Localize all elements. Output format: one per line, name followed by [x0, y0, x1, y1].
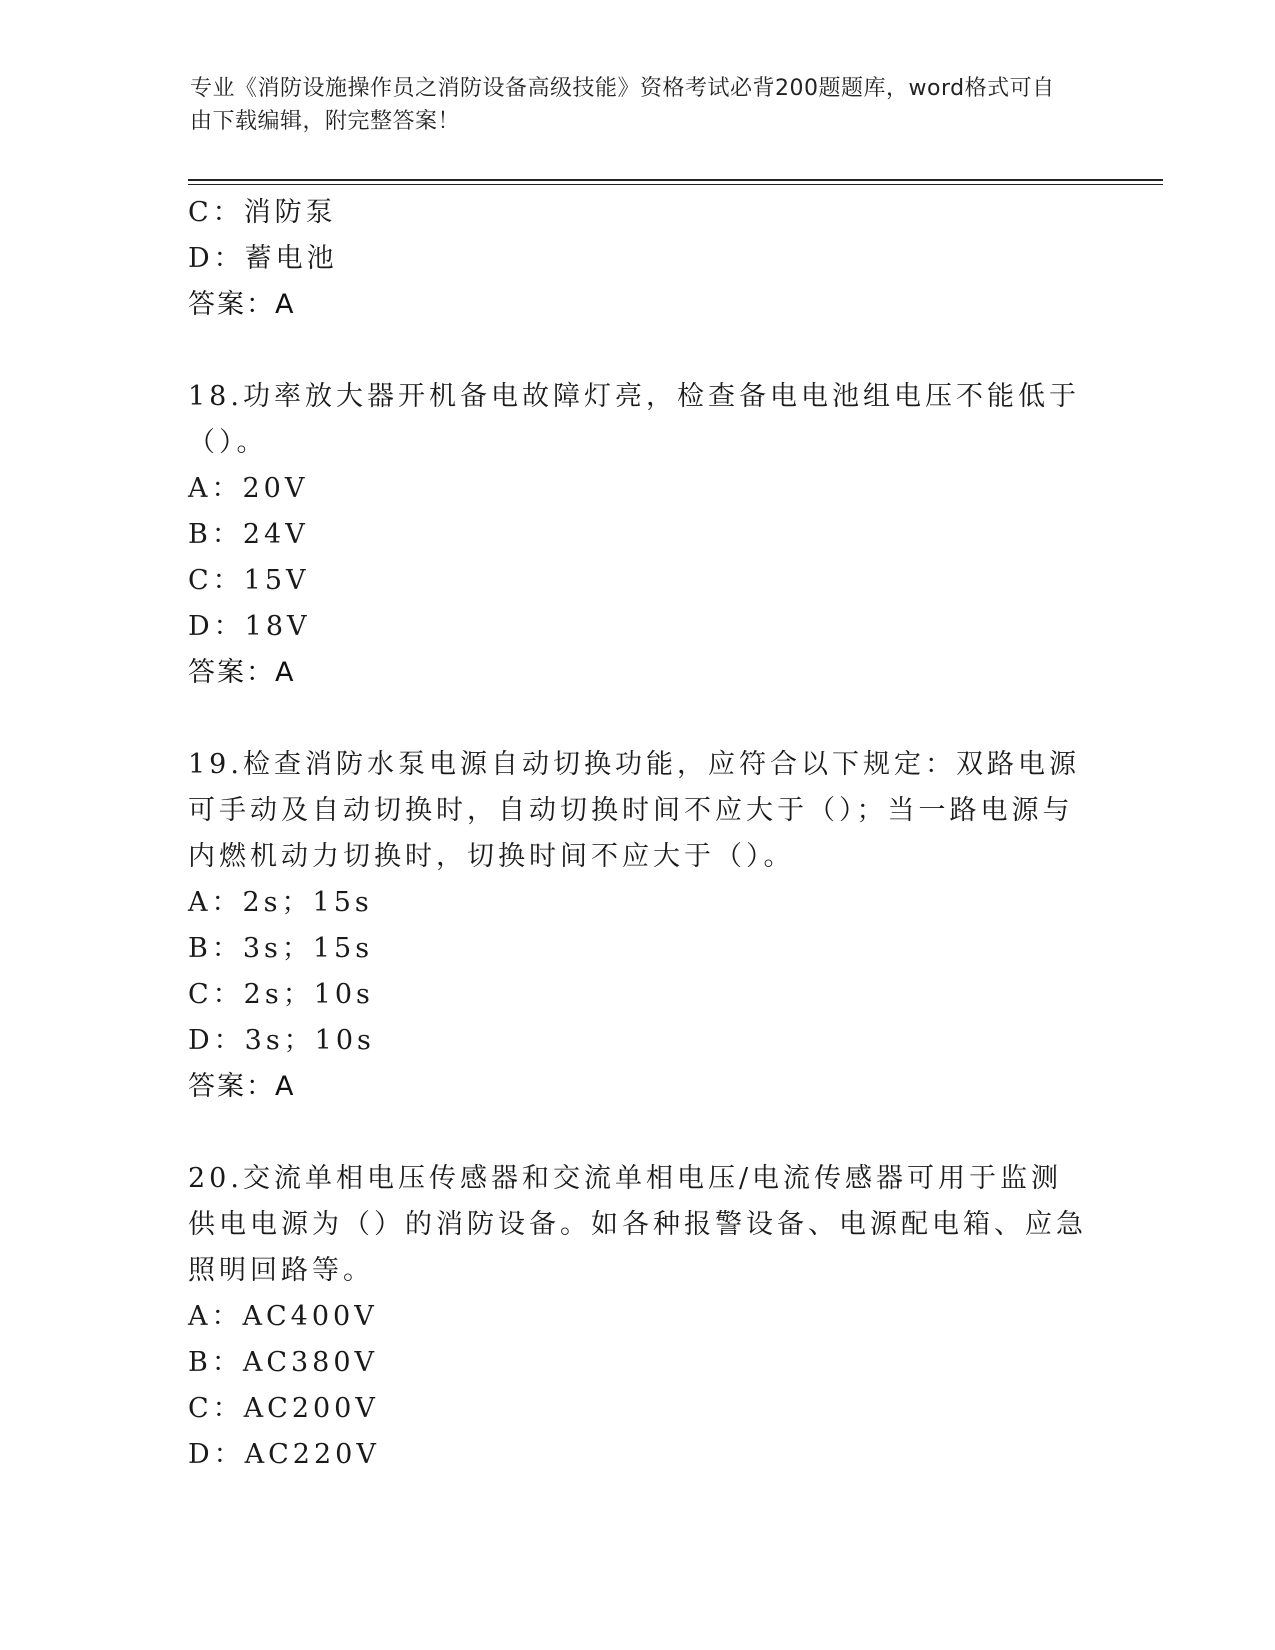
question-17-tail — [188, 190, 1088, 328]
option-d: D：蓄电池 — [188, 243, 338, 274]
option-c: C：消防泵 — [188, 197, 337, 228]
header-divider-thin — [188, 184, 1163, 185]
question-list — [188, 190, 1088, 1478]
option-d: D：18V — [188, 611, 311, 642]
option-c: C：2s；10s — [188, 979, 374, 1010]
option-a: A：20V — [188, 473, 309, 504]
header-divider-thick — [188, 179, 1163, 181]
answer-line: 答案：A — [188, 289, 296, 320]
option-d: D：3s；10s — [188, 1025, 375, 1056]
answer-line: 答案：A — [188, 1071, 296, 1102]
spacer — [188, 696, 1088, 742]
spacer — [188, 328, 1088, 374]
option-c: C：AC200V — [188, 1393, 379, 1424]
option-a: A：AC400V — [188, 1301, 378, 1332]
option-b: B：AC380V — [188, 1347, 379, 1378]
page-header: 专业《消防设施操作员之消防设备高级技能》资格考试必背200题题库，word格式可自由下载编辑，附完整答案！ — [190, 76, 1055, 134]
option-b: B：24V — [188, 519, 309, 550]
question-19 — [188, 742, 1088, 1110]
option-c: C：15V — [188, 565, 310, 596]
option-b: B：3s；15s — [188, 933, 374, 964]
question-stem: 19.检查消防水泵电源自动切换功能，应符合以下规定：双路电源可手动及自动切换时，自动切换时间不应大于（）；当一路电源与内燃机动力切换时，切换时间不应大于（）。 — [188, 749, 1080, 872]
option-d: D：AC220V — [188, 1439, 380, 1470]
spacer — [188, 1110, 1088, 1156]
option-a: A：2s；15s — [188, 887, 373, 918]
question-18 — [188, 374, 1088, 696]
question-20 — [188, 1156, 1088, 1478]
question-stem: 18.功率放大器开机备电故障灯亮，检查备电电池组电压不能低于（）。 — [188, 381, 1080, 458]
question-stem: 20.交流单相电压传感器和交流单相电压/电流传感器可用于监测供电电源为（）的消防设备。如各种报警设备、电源配电箱、应急照明回路等。 — [188, 1163, 1087, 1286]
answer-line: 答案：A — [188, 657, 296, 688]
